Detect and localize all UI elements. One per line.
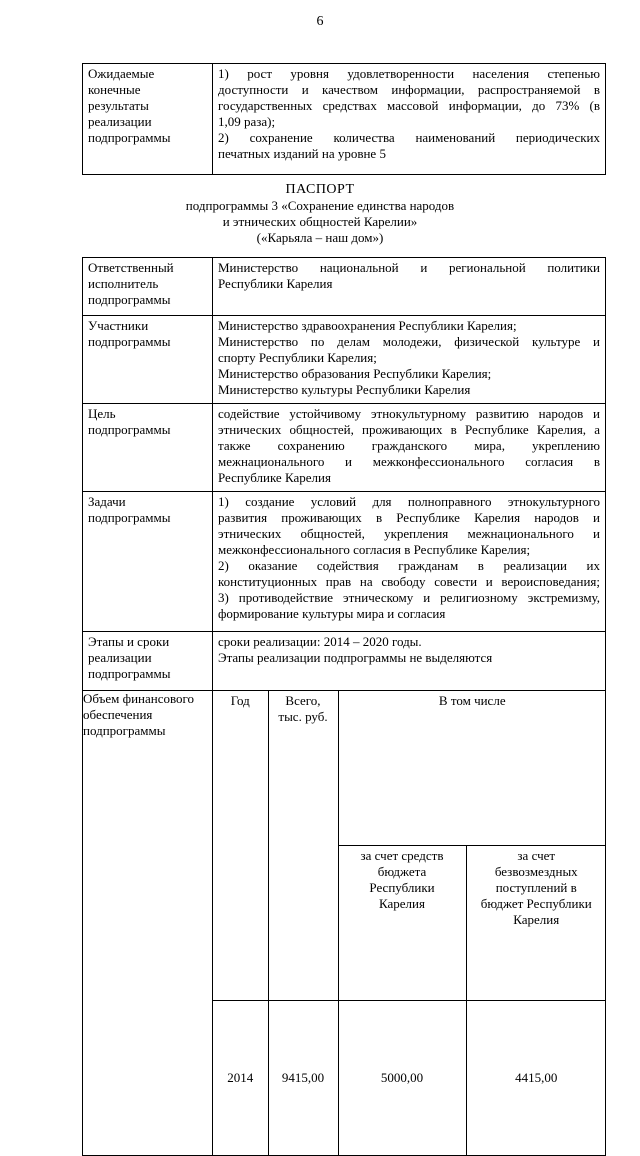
finance-data-row [213, 1001, 606, 1156]
participants-value: Министерство здравоохранения Республики Карелия; Министерство по делам молодежи, физической культуре и спорту Республики Карелия; Министерство образования Республики Карелия; Министерство культуры Республики Карелия [213, 316, 606, 404]
page-number: 6 [316, 14, 324, 29]
passport-title: ПАСПОРТ [285, 182, 355, 197]
tasks-row [83, 492, 606, 632]
responsible-label: Ответственный исполнитель подпрограммы [83, 258, 213, 316]
stages-value: сроки реализации: 2014 – 2020 годы. Этапы реализации подпрограммы не выделяются [213, 632, 606, 691]
finance-free: 4415,00 [466, 1001, 606, 1156]
finance-year: 2014 [213, 1001, 268, 1156]
participants-label: Участники подпрограммы [83, 316, 213, 404]
passport-subtitle-line: подпрограммы 3 «Сохранение единства народов [185, 198, 455, 213]
finance-value [213, 691, 606, 1156]
stages-row [83, 632, 606, 691]
participants-row [83, 316, 606, 404]
finance-label: Объем финансового обеспечения подпрограммы [83, 691, 213, 1156]
finance-head-incl: В том числе [338, 691, 606, 846]
responsible-row [83, 258, 606, 316]
expected-results-label: Ожидаемые конечные результаты реализации подпрограммы [83, 64, 213, 175]
stages-label: Этапы и сроки реализации подпрограммы [83, 632, 213, 691]
finance-total: 9415,00 [268, 1001, 338, 1156]
tasks-value: 1) создание условий для полноправного этнокультурного развития проживающих в Республике Карелия народов и этнических общностей, укрепления межнационального и межконфессионального согласия в Республике Карелия; 2) оказание содействия гражданам в реализации их конституционных прав на свободу совести и вероисповедания; 3) противодействие этническому и религиозному экстремизму, формирование культуры мира и согласия [213, 492, 606, 632]
finance-head-total: Всего, тыс. руб. [268, 691, 338, 1001]
passport-subtitle-line: («Карьяла – наш дом») [256, 230, 384, 245]
passport-subtitle-line: и этнических общностей Карелии» [222, 214, 418, 229]
passport-table [82, 257, 606, 1156]
expected-results-row [83, 64, 606, 175]
results-table [82, 63, 606, 175]
finance-budget: 5000,00 [338, 1001, 466, 1156]
finance-head-free: за счет безвозмездных поступлений в бюджет Республики Карелия [466, 846, 606, 1001]
passport-heading [0, 182, 640, 246]
tasks-label: Задачи подпрограммы [83, 492, 213, 632]
goal-value: содействие устойчивому этнокультурному развитию народов и этнических общностей, проживающих в Республике Карелия, а также сохранению гражданского мира, укреплению межнационального и межконфессионального согласия в Республике Карелия [213, 404, 606, 492]
expected-results-value: 1) рост уровня удовлетворенности населения степенью доступности и качеством информации, распространяемой в государственных средствах массовой информации, до 73% (в 1,09 раза); 2) сохранение количества наименований периодических печатных изданий на уровне 5 [213, 64, 606, 175]
finance-head-year: Год [213, 691, 268, 1001]
finance-head-budget: за счет средств бюджета Республики Карелия [338, 846, 466, 1001]
finance-row [83, 691, 606, 1156]
goal-row [83, 404, 606, 492]
responsible-value: Министерство национальной и региональной политики Республики Карелия [213, 258, 606, 316]
goal-label: Цель подпрограммы [83, 404, 213, 492]
finance-table [213, 691, 606, 1155]
